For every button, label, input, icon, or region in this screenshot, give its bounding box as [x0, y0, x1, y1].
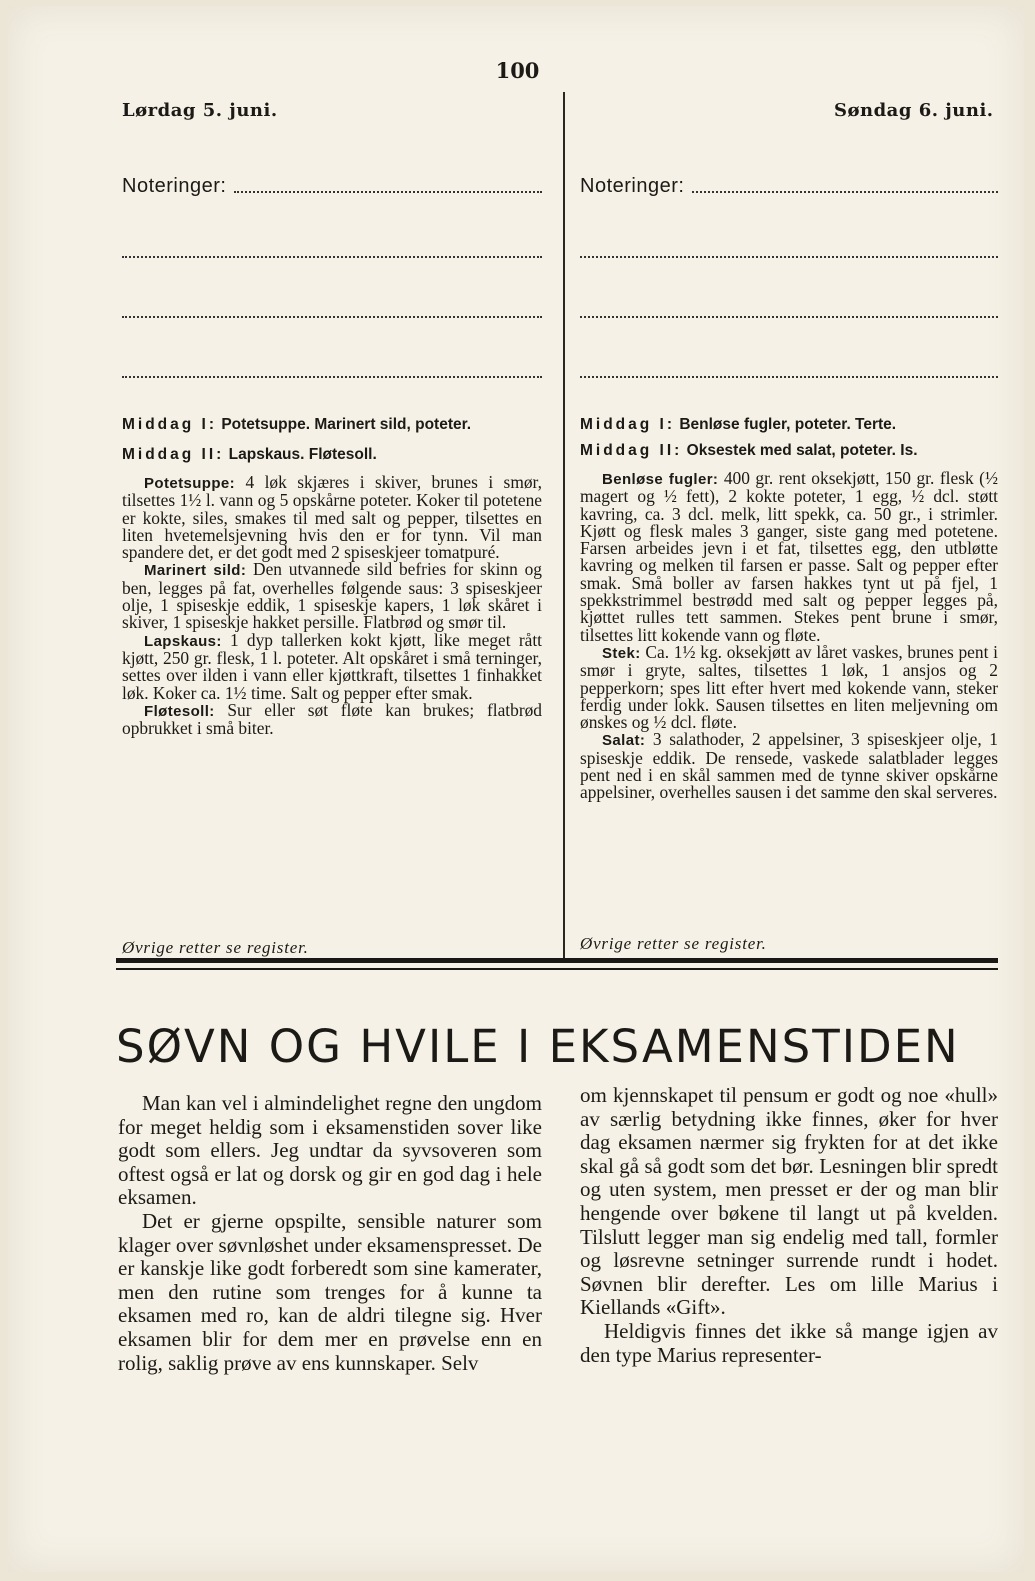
right-notes-line-2[interactable] [580, 254, 998, 258]
left-menu-1: Middag I: Potetsuppe. Marinert sild, poteter. [122, 416, 472, 433]
right-notes-line-3[interactable] [580, 314, 998, 318]
right-menu-1: Middag I: Benløse fugler, poteter. Terte. [580, 416, 897, 433]
divider-rule-thin [116, 968, 998, 970]
recipe-salat: Salat: 3 salathoder, 2 appelsiner, 3 spiseskjeer olje, 1 spiseskje eddik. De rensede, vaskede salatblader legges pent ned i en skål sammen med de tynne skiver opskårne appelsiner, overhelles sausen i det samme den skal serveres. [580, 729, 998, 803]
article-paragraph: om kjennskapet til pensum er godt og noe «hull» av særlig betydning ikke finnes, øker for hver dag eksamen nærmer sig frykten for at det ikke skal gå så godt som det bør. Lesningen blir spredt og uten system, men presset er der og man blir hengende over bøkene til langt ut på kvelden. Tilslutt legger man sig endelig med tall, formler og løsrevne setninger surrende rundt i hodet. Søvnen blir derefter. Les om lille Marius i Kiellands «Gift». [580, 1083, 998, 1320]
left-notes-dotline[interactable] [234, 191, 542, 193]
right-column [580, 170, 998, 802]
right-recipes [580, 470, 998, 802]
left-column [122, 170, 542, 737]
article-right-column [580, 1084, 998, 1367]
article-headline: SØVN OG HVILE I EKSAMENSTIDEN [116, 1020, 960, 1073]
left-menu-2: Middag II: Lapskaus. Fløtesoll. [122, 446, 377, 463]
column-divider [563, 92, 565, 958]
divider-rule-thick [116, 958, 998, 963]
right-notes-dotline[interactable] [692, 191, 998, 193]
recipe-flotesoll: Fløtesoll: Sur eller søt fløte kan brukes; flatbrød opbrukket i små biter. [122, 699, 542, 739]
right-footer-note: Øvrige retter se register. [580, 934, 767, 953]
left-day-heading: Lørdag 5. juni. [122, 100, 278, 121]
left-recipes [122, 474, 542, 737]
recipe-marinert-sild: Marinert sild: Den utvannede sild befries for skinn og ben, legges på fat, overhelles følgende saus: 3 spiseskjeer olje, 1 spiseskje eddik, 1 spiseskje kapers, 1 løk skåret i skiver, 1 spiseskje hakket persille. Flatbrød og smør til. [122, 559, 542, 633]
right-day-heading: Søndag 6. juni. [834, 100, 994, 121]
recipe-benlose-fugler: Benløse fugler: 400 gr. rent oksekjøtt, 150 gr. flesk (½ magert og ½ fett), 2 kokte poteter, 1 egg, ½ dcl. støtt kavring, ca. 3 dcl. melk, litt spekk, ca. 50 gr., i strimler. Kjøtt og flesk males 3 ganger, siste gang med potetene. Farsen arbeides jevn i et fat, tilsettes egg, den utbløtte kavring og melken til farsen er passe. Salt og pepper efter smak. Små boller av farsen hakkes tynt ut på fjel, 1 spekkstrimmel bestrødd med salt og pepper legges på, kjøttet rulles tett sammen. Stekes pent brune i smør, tilsettes litt kokende vann og fløte. [580, 468, 998, 645]
right-menu-2: Middag II: Oksestek med salat, poteter. Is. [580, 442, 918, 459]
left-notes-label: Noteringer: [122, 170, 542, 198]
left-footer-note: Øvrige retter se register. [122, 938, 309, 957]
page-number: 100 [495, 58, 540, 83]
left-notes-line-2[interactable] [122, 254, 542, 258]
recipe-potetsuppe: Potetsuppe: 4 løk skjæres i skiver, brunes i smør, tilsettes 1½ l. vann og 5 opskårne poteter. Koker til potetene er kokte, siles, smakes til med salt og pepper, tilsettes en liten hvetemelsjevning hvis den er for tynn. Vil man spandere det, er det godt med 2 spiseskjeer tomatpuré. [122, 472, 542, 563]
article-left-column [118, 1092, 542, 1375]
article-paragraph: Man kan vel i almindelighet regne den ungdom for meget heldig som i eksamenstiden sover like godt som ellers. Jeg undtar da syvsoveren som oftest også er lat og dorsk og gir en god dag i hele eksamen. [118, 1091, 542, 1210]
recipe-stek: Stek: Ca. 1½ kg. oksekjøtt av låret vaskes, brunes pent i smør i gryte, saltes, tilsettes 1 løk, 1 ansjos og 2 pepperkorn; spes litt efter hvert med kokende vann, steker ferdig under lokk. Sausen tilsettes en liten meljevning om ønskes og ½ dcl. fløte. [580, 641, 998, 733]
article-paragraph: Det er gjerne opspilte, sensible naturer som klager over søvnløshet under eksamenspresset. De er kanskje like godt forberedt som sine kamerater, men den rutine som trenges for å kunne ta eksamen med ro, kan de aldri tilegne sig. Hver eksamen blir for dem mer en prøvelse enn en rolig, saklig prøve av ens kunnskaper. Selv [118, 1208, 542, 1375]
recipe-lapskaus: Lapskaus: 1 dyp tallerken kokt kjøtt, like meget rått kjøtt, 250 gr. flesk, 1 l. poteter. Alt opskåret i små terninger, settes over ilden i vann eller kjøttkraft, tilsettes 1 finhakket løk. Koker ca. 1½ time. Salt og pepper efter smak. [122, 629, 542, 703]
left-notes-line-3[interactable] [122, 314, 542, 318]
right-notes-label: Noteringer: [580, 170, 998, 198]
article-paragraph: Heldigvis finnes det ikke så mange igjen av den type Marius representer- [580, 1318, 998, 1367]
